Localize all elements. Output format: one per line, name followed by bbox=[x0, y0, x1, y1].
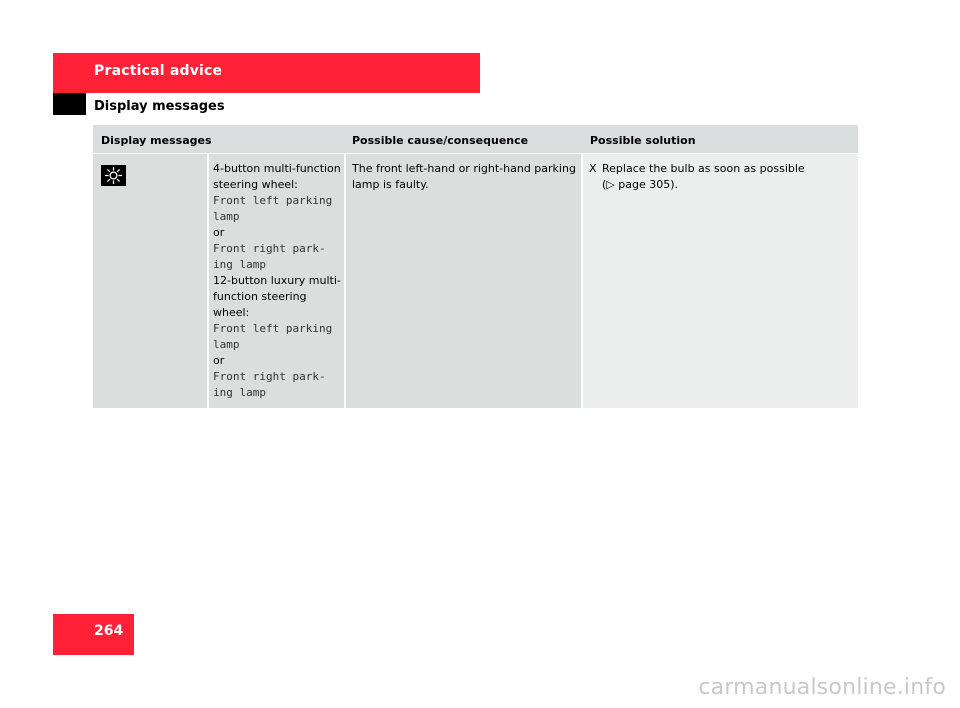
bullet-marker: X bbox=[589, 162, 597, 175]
message-line: Front right park- bbox=[213, 242, 326, 255]
column-header-cause: Possible cause/consequence bbox=[352, 134, 529, 147]
message-text bbox=[213, 161, 341, 401]
solution-cell bbox=[583, 154, 858, 408]
icon-cell bbox=[93, 154, 207, 408]
section-title: Practical advice bbox=[94, 63, 223, 79]
watermark: carmanualsonline.info bbox=[698, 675, 946, 700]
message-line: 4-button multi-function bbox=[213, 162, 341, 175]
page-reference-link[interactable]: (▷ page 305). bbox=[602, 178, 679, 191]
cause-text bbox=[352, 161, 577, 193]
display-messages-table bbox=[93, 125, 858, 408]
column-header-display-messages: Display messages bbox=[101, 134, 212, 147]
message-line: ing lamp bbox=[213, 258, 266, 271]
message-line: steering wheel: bbox=[213, 178, 298, 191]
table-header-row bbox=[93, 125, 858, 153]
parking-lamp-icon bbox=[101, 165, 126, 186]
message-line: wheel: bbox=[213, 306, 250, 319]
message-line: Front left parking bbox=[213, 194, 333, 207]
solution-text bbox=[589, 161, 851, 193]
subsection-title: Display messages bbox=[94, 99, 225, 114]
message-line: Front right park- bbox=[213, 370, 326, 383]
section-tab-marker bbox=[53, 93, 86, 115]
message-line: or bbox=[213, 226, 225, 239]
message-line: or bbox=[213, 354, 225, 367]
cause-cell bbox=[346, 154, 581, 408]
message-line: function steering bbox=[213, 290, 307, 303]
message-line: Front left parking bbox=[213, 322, 333, 335]
message-line: lamp bbox=[213, 210, 240, 223]
message-line: ing lamp bbox=[213, 386, 266, 399]
cause-line: The front left-hand or right-hand parking bbox=[352, 162, 576, 175]
solution-line bbox=[589, 161, 851, 177]
cause-line: lamp is faulty. bbox=[352, 178, 429, 191]
message-line: 12-button luxury multi- bbox=[213, 274, 341, 287]
message-line: lamp bbox=[213, 338, 240, 351]
page-number: 264 bbox=[94, 623, 124, 639]
column-header-solution: Possible solution bbox=[590, 134, 696, 147]
solution-line-text: Replace the bulb as soon as possible bbox=[602, 162, 805, 175]
message-cell bbox=[209, 154, 344, 408]
